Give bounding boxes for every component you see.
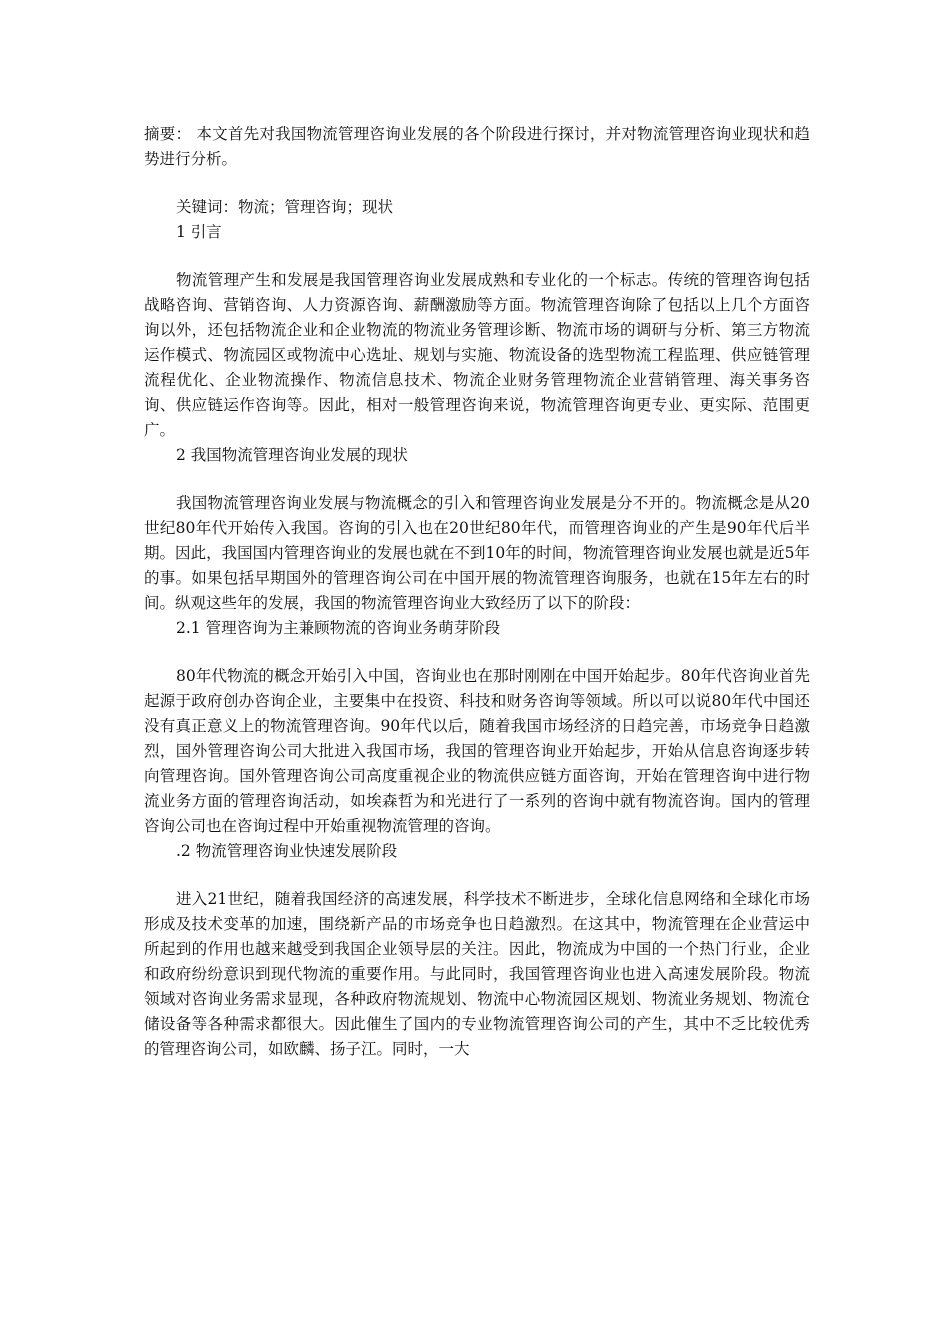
keywords: 关键词：物流；管理咨询；现状 xyxy=(176,198,394,216)
document-page xyxy=(144,122,810,1062)
section-heading-current-status: 2 我国物流管理咨询业发展的现状 xyxy=(176,446,408,464)
abstract: 摘要： 本文首先对我国物流管理咨询业发展的各个阶段进行探讨，并对物流管理咨询业现状和趋势进行分析。 xyxy=(144,125,810,168)
paragraph-introduction: 物流管理产生和发展是我国管理咨询业发展成熟和专业化的一个标志。传统的管理咨询包括战略咨询、营销咨询、人力资源咨询、薪酬激励等方面。物流管理咨询除了包括以上几个方面咨询以外，还包括物流企业和企业物流的物流业务管理诊断、物流市场的调研与分析、第三方物流运作模式、物流园区或物流中心选址、规划与实施、物流设备的选型物流工程监理、供应链管理流程优化、企业物流操作、物流信息技术、物流企业财务管理物流企业营销管理、海关事务咨询、供应链运作咨询等。因此，相对一般管理咨询来说，物流管理咨询更专业、更实际、范围更广。 xyxy=(144,271,810,439)
subsection-heading-2-2: .2 物流管理咨询业快速发展阶段 xyxy=(176,842,398,860)
paragraph-2-2: 进入21世纪，随着我国经济的高速发展，科学技术不断进步，全球化信息网络和全球化市场形成及技术变革的加速，围绕新产品的市场竞争也日趋激烈。在这其中，物流管理在企业营运中所起到的作用也越来越受到我国企业领导层的关注。因此，物流成为中国的一个热门行业，企业和政府纷纷意识到现代物流的重要作用。与此同时，我国管理咨询业也进入高速发展阶段。物流领域对咨询业务需求显现，各种政府物流规划、物流中心物流园区规划、物流业务规划、物流仓储设备等各种需求都很大。因此催生了国内的专业物流管理咨询公司的产生，其中不乏比较优秀的管理咨询公司，如欧麟、扬子江。同时，一大 xyxy=(144,890,810,1058)
paragraph-2-1: 80年代物流的概念开始引入中国，咨询业也在那时刚刚在中国开始起步。80年代咨询业首先起源于政府创办咨询企业，主要集中在投资、科技和财务咨询等领域。所以可以说80年代中国还没有真正意义上的物流管理咨询。90年代以后，随着我国市场经济的日趋完善，市场竞争日趋激烈，国外管理咨询公司大批进入我国市场，我国的管理咨询业开始起步，开始从信息咨询逐步转向管理咨询。国外管理咨询公司高度重视企业的物流供应链方面咨询，开始在管理咨询中进行物流业务方面的管理咨询活动，如埃森哲为和光进行了一系列的咨询中就有物流咨询。国内的管理咨询公司也在咨询过程中开始重视物流管理的咨询。 xyxy=(144,667,810,835)
subsection-heading-2-1: 2.1 管理咨询为主兼顾物流的咨询业务萌芽阶段 xyxy=(176,619,501,637)
paragraph-current-status: 我国物流管理咨询业发展与物流概念的引入和管理咨询业发展是分不开的。物流概念是从20世纪80年代开始传入我国。咨询的引入也在20世纪80年代，而管理咨询业的产生是90年代后半期。因此，我国国内管理咨询业的发展也就在不到10年的时间，物流管理咨询业发展也就是近5年的事。如果包括早期国外的管理咨询公司在中国开展的物流管理咨询服务，也就在15年左右的时间。纵观这些年的发展，我国的物流管理咨询业大致经历了以下的阶段： xyxy=(144,494,810,612)
section-heading-introduction: 1 引言 xyxy=(176,223,222,241)
